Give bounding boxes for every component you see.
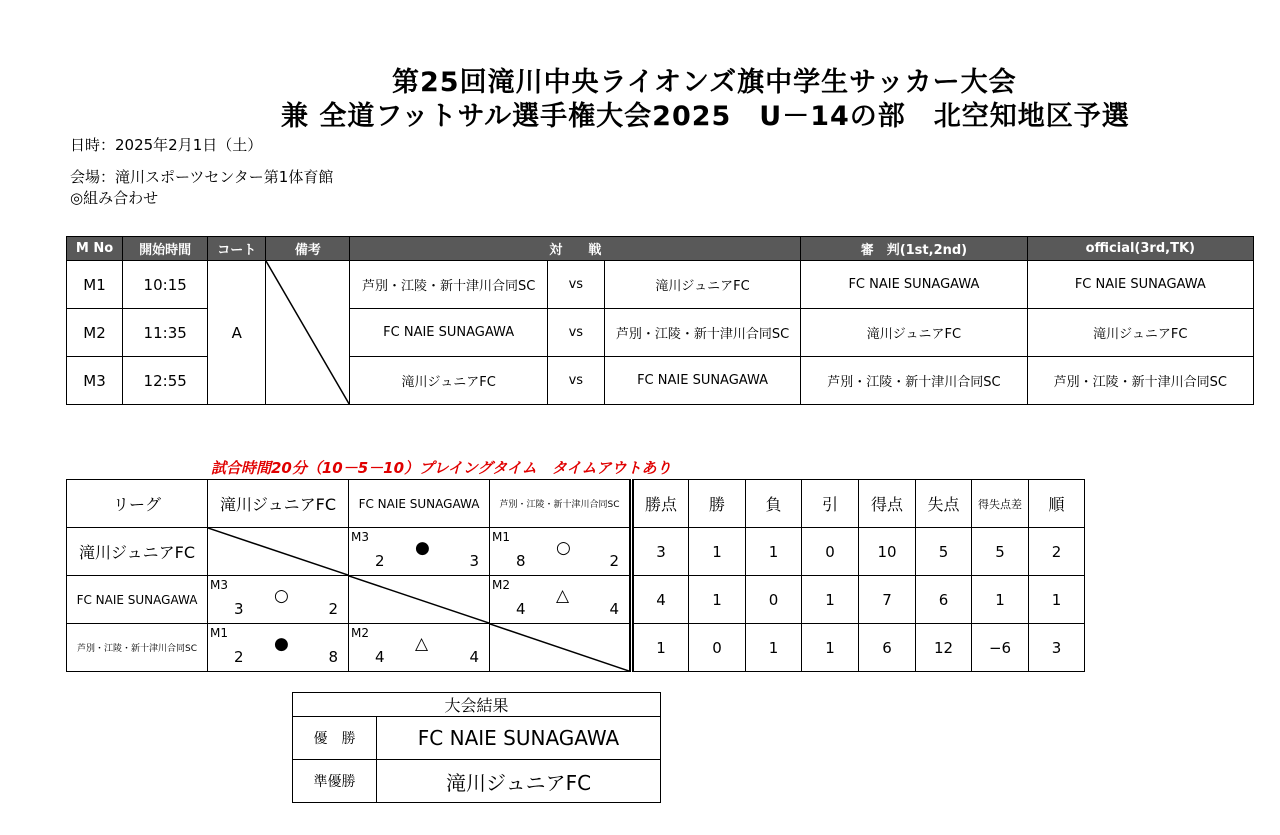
diagonal-line: [266, 261, 349, 404]
result-score-for: 4: [375, 648, 385, 666]
header-matchup: 対 戦: [350, 237, 801, 261]
team-name: FC NAIE SUNAGAWA: [67, 576, 208, 624]
result-score-for: 3: [234, 600, 244, 618]
pairing-label: ◎組み合わせ: [70, 189, 159, 207]
tournament-results-table: [292, 692, 661, 803]
header-start-time: 開始時間: [123, 237, 208, 261]
away-team: 滝川ジュニアFC: [604, 261, 800, 309]
stat-points: 1: [632, 624, 689, 672]
start-time: 10:15: [123, 261, 208, 309]
stat-wins: 0: [689, 624, 746, 672]
stat-header: 引: [802, 480, 859, 528]
stat-draws: 0: [802, 528, 859, 576]
result-score-against: 4: [609, 600, 619, 618]
match-no: M1: [67, 261, 123, 309]
runnerup-label: 準優勝: [293, 760, 377, 803]
result-mark: △: [415, 634, 429, 654]
stat-header: 勝点: [632, 480, 689, 528]
result-match: M1: [492, 530, 510, 544]
result-match: M2: [492, 578, 510, 592]
stat-goal-diff: 1: [972, 576, 1029, 624]
team-header: FC NAIE SUNAGAWA: [349, 480, 490, 528]
stat-rank: 2: [1029, 528, 1085, 576]
referee: 滝川ジュニアFC: [801, 309, 1027, 357]
result-score-for: 2: [375, 552, 385, 570]
stat-draws: 1: [802, 576, 859, 624]
diagonal-line: [349, 576, 489, 623]
results-title: 大会結果: [293, 693, 661, 717]
referee: 芦別・江陵・新十津川合同SC: [801, 357, 1027, 405]
result-score-for: 8: [516, 552, 526, 570]
result-cell: [490, 528, 632, 576]
result-score-against: 8: [328, 648, 338, 666]
vs-label: vs: [547, 357, 604, 405]
away-team: FC NAIE SUNAGAWA: [604, 357, 800, 405]
self-match-cell: [208, 528, 349, 576]
stat-goals-against: 6: [916, 576, 972, 624]
league-row: [67, 576, 1085, 624]
diagonal-line: [490, 624, 629, 671]
title-line-1: 第25回滝川中央ライオンズ旗中学生サッカー大会: [392, 67, 1017, 98]
result-cell: [349, 624, 490, 672]
header-court: コート: [208, 237, 266, 261]
league-row: [67, 624, 1085, 672]
stat-losses: 1: [746, 528, 802, 576]
league-header-row: [67, 480, 1085, 528]
league-corner-label: リーグ: [67, 480, 208, 528]
away-team: 芦別・江陵・新十津川合同SC: [604, 309, 800, 357]
stat-goal-diff: 5: [972, 528, 1029, 576]
stat-rank: 3: [1029, 624, 1085, 672]
stat-goals-for: 7: [859, 576, 916, 624]
team-name: 芦別・江陵・新十津川合同SC: [67, 624, 208, 672]
stat-wins: 1: [689, 576, 746, 624]
result-cell: [490, 576, 632, 624]
results-title-row: [293, 693, 661, 717]
result-cell: [208, 624, 349, 672]
team-name: 滝川ジュニアFC: [67, 528, 208, 576]
stat-rank: 1: [1029, 576, 1085, 624]
result-match: M3: [210, 578, 228, 592]
header-match-no: M No: [67, 237, 123, 261]
result-score-against: 3: [469, 552, 479, 570]
league-row: [67, 528, 1085, 576]
header-official: official(3rd,TK): [1027, 237, 1253, 261]
stat-goal-diff: −6: [972, 624, 1029, 672]
event-date: 日時：2025年2月1日（土）: [70, 136, 263, 154]
vs-label: vs: [547, 261, 604, 309]
referee: FC NAIE SUNAGAWA: [801, 261, 1027, 309]
header-remarks: 備考: [266, 237, 350, 261]
result-mark: ●: [274, 634, 289, 654]
result-score-against: 2: [609, 552, 619, 570]
result-score-against: 4: [469, 648, 479, 666]
runnerup-team: 滝川ジュニアFC: [377, 760, 661, 803]
stat-losses: 1: [746, 624, 802, 672]
court: A: [208, 261, 266, 405]
result-mark: ○: [274, 586, 289, 606]
start-time: 11:35: [123, 309, 208, 357]
stat-points: 3: [632, 528, 689, 576]
team-header: 滝川ジュニアFC: [208, 480, 349, 528]
start-time: 12:55: [123, 357, 208, 405]
home-team: 芦別・江陵・新十津川合同SC: [350, 261, 547, 309]
remarks-cell: [266, 261, 350, 405]
stat-header: 勝: [689, 480, 746, 528]
self-match-cell: [490, 624, 632, 672]
match-time-note: 試合時間20分（10－5－10）プレイングタイム タイムアウトあり: [211, 459, 672, 477]
stat-goals-against: 12: [916, 624, 972, 672]
results-runnerup-row: [293, 760, 661, 803]
official: FC NAIE SUNAGAWA: [1027, 261, 1253, 309]
vs-label: vs: [547, 309, 604, 357]
match-no: M3: [67, 357, 123, 405]
schedule-table: [66, 236, 1254, 405]
self-match-cell: [349, 576, 490, 624]
stat-goals-for: 10: [859, 528, 916, 576]
winner-team: FC NAIE SUNAGAWA: [377, 717, 661, 760]
stat-header: 失点: [916, 480, 972, 528]
home-team: 滝川ジュニアFC: [350, 357, 547, 405]
result-score-for: 2: [234, 648, 244, 666]
results-winner-row: [293, 717, 661, 760]
stat-header: 得点: [859, 480, 916, 528]
team-header: 芦別・江陵・新十津川合同SC: [490, 480, 632, 528]
league-table: [66, 479, 1085, 672]
stat-wins: 1: [689, 528, 746, 576]
match-no: M2: [67, 309, 123, 357]
header-referee: 審 判(1st,2nd): [801, 237, 1027, 261]
stat-draws: 1: [802, 624, 859, 672]
stat-header: 負: [746, 480, 802, 528]
stat-header: 得失点差: [972, 480, 1029, 528]
result-mark: ●: [415, 538, 430, 558]
result-match: M1: [210, 626, 228, 640]
home-team: FC NAIE SUNAGAWA: [350, 309, 547, 357]
result-mark: △: [556, 586, 570, 606]
schedule-row: [67, 261, 1254, 309]
stat-goals-for: 6: [859, 624, 916, 672]
result-score-for: 4: [516, 600, 526, 618]
event-venue: 会場：滝川スポーツセンター第1体育館: [70, 168, 334, 186]
stat-points: 4: [632, 576, 689, 624]
official: 滝川ジュニアFC: [1027, 309, 1253, 357]
stat-header: 順: [1029, 480, 1085, 528]
result-cell: [208, 576, 349, 624]
winner-label: 優 勝: [293, 717, 377, 760]
result-mark: ○: [556, 538, 571, 558]
result-match: M3: [351, 530, 369, 544]
result-score-against: 2: [328, 600, 338, 618]
stat-losses: 0: [746, 576, 802, 624]
result-match: M2: [351, 626, 369, 640]
schedule-header-row: [67, 237, 1254, 261]
title-line-2: 兼 全道フットサル選手権大会2025 U－14の部 北空知地区予選: [281, 101, 1130, 132]
official: 芦別・江陵・新十津川合同SC: [1027, 357, 1253, 405]
result-cell: [349, 528, 490, 576]
diagonal-line: [208, 528, 348, 575]
stat-goals-against: 5: [916, 528, 972, 576]
